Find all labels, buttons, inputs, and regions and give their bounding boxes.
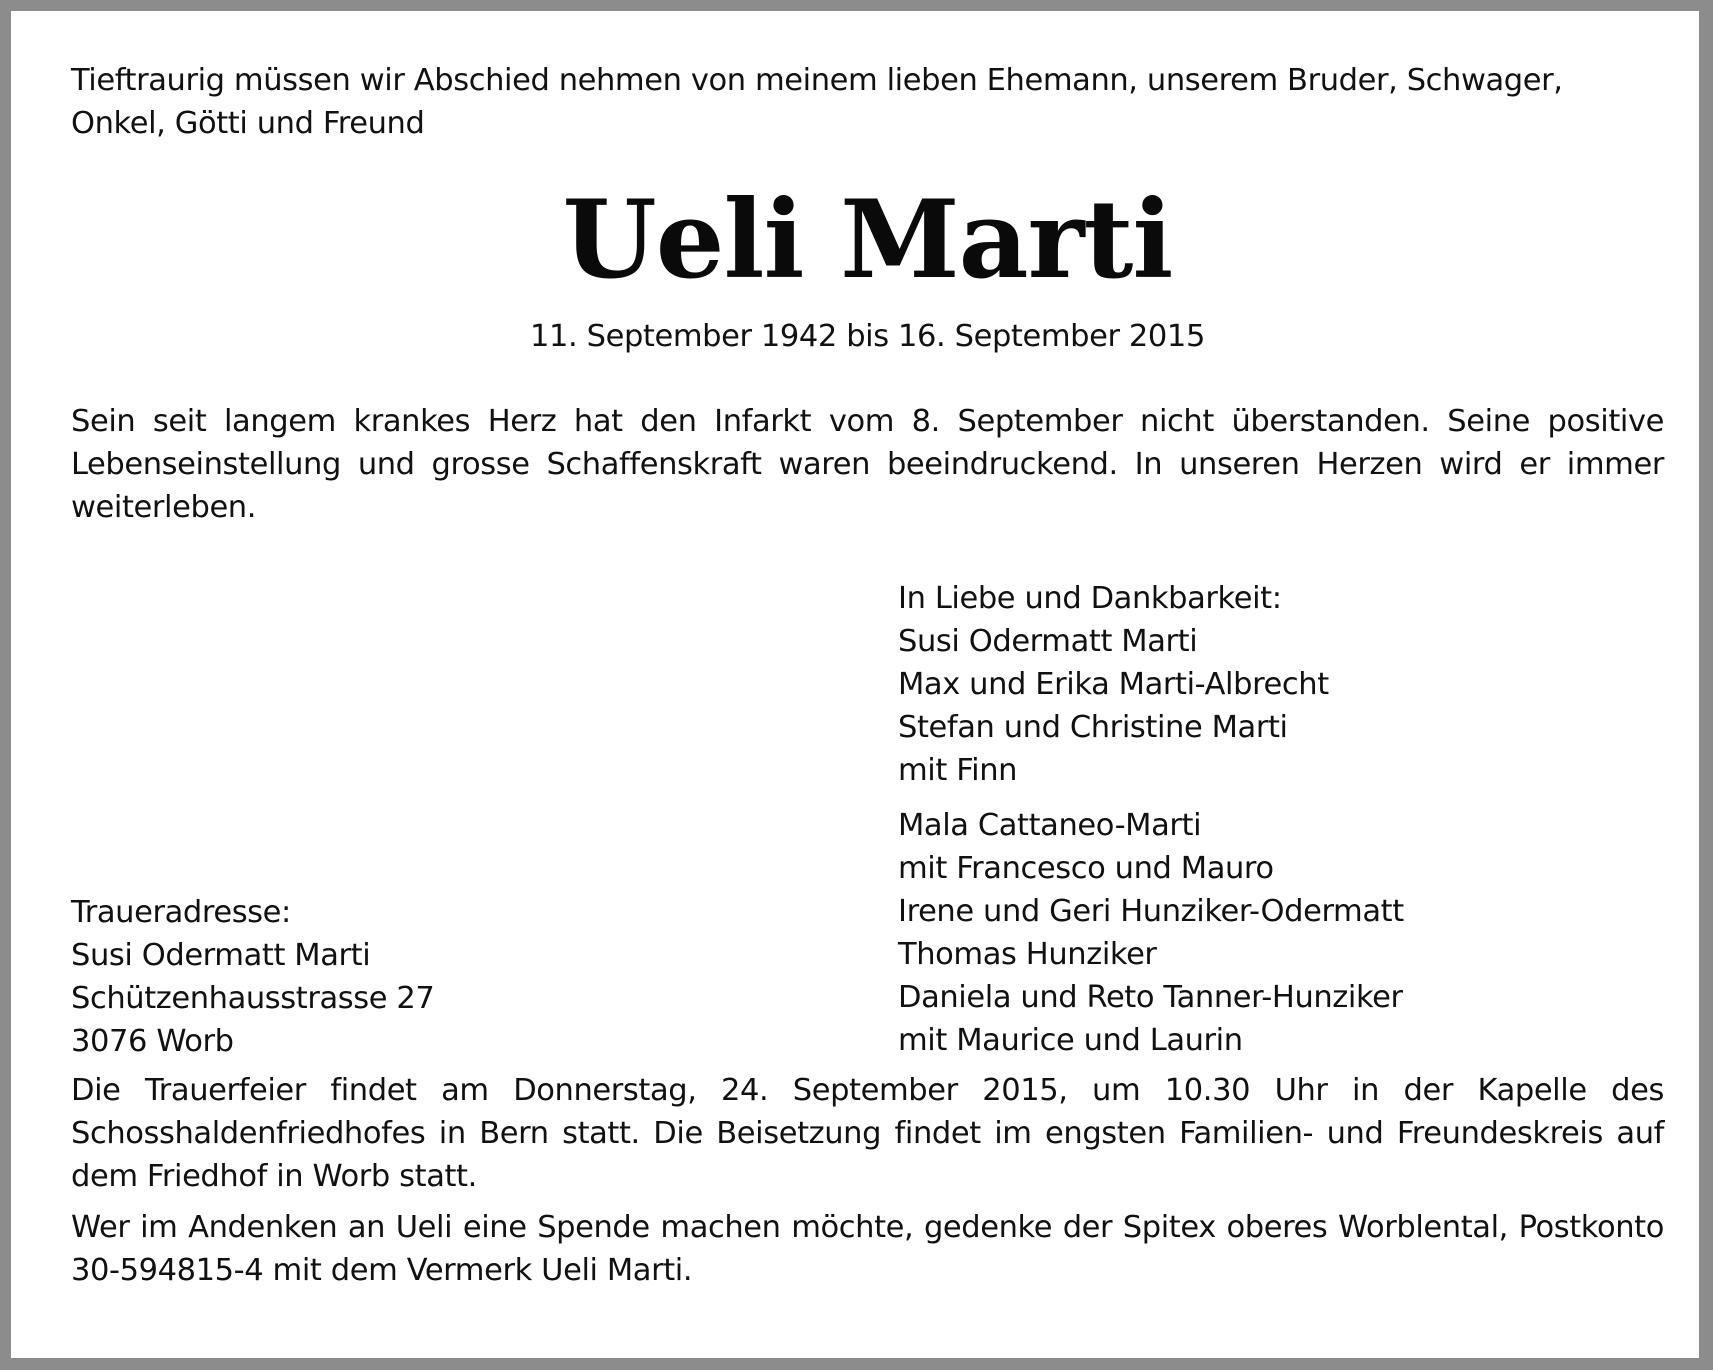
message-text: Sein seit langem krankes Herz hat den Infarkt vom 8. September nicht überstanden. Seine positive Lebenseinstellung und grosse Schaffenskraft waren beeindruckend. In unseren Herzen wird er immer weiterleben. — [71, 404, 1664, 525]
family-member: mit Francesco und Mauro — [898, 851, 1274, 886]
family-member: Susi Odermatt Marti — [898, 624, 1198, 659]
mourning-address — [71, 891, 434, 1063]
family-member: mit Maurice und Laurin — [898, 1023, 1243, 1058]
family-member: Stefan und Christine Marti — [898, 710, 1288, 745]
family-member: Daniela und Reto Tanner-Hunziker — [898, 980, 1403, 1015]
family-member: Irene und Geri Hunziker-Odermatt — [898, 894, 1404, 929]
family-member: Mala Cattaneo-Marti — [898, 808, 1202, 843]
family-member: mit Finn — [898, 753, 1018, 788]
address-name: Susi Odermatt Marti — [71, 938, 371, 973]
family-heading: In Liebe und Dankbarkeit: — [898, 581, 1282, 616]
signature-columns — [71, 577, 1664, 1069]
address-label: Traueradresse: — [71, 895, 291, 930]
life-dates: 11. September 1942 bis 16. September 2015 — [530, 319, 1205, 354]
address-street: Schützenhausstrasse 27 — [71, 981, 435, 1016]
family-member: Max und Erika Marti-Albrecht — [898, 667, 1329, 702]
family-member: Thomas Hunziker — [898, 937, 1157, 972]
address-city: 3076 Worb — [71, 1024, 234, 1059]
family-signatures — [898, 577, 1404, 1062]
donation-text: Wer im Andenken an Ueli eine Spende machen möchte, gedenke der Spitex oberes Worblental, Postkonto 30-594815-4 mit dem Vermerk Ueli Marti. — [71, 1210, 1664, 1288]
obituary-content — [71, 59, 1664, 1292]
ceremony-text: Die Trauerfeier findet am Donnerstag, 24. September 2015, um 10.30 Uhr in der Kapelle des Schosshaldenfriedhofes in Bern statt. Die Beisetzung findet im engsten Familien- und Freundeskreis auf dem Friedhof in Worb statt. — [71, 1073, 1664, 1194]
intro-text: Tieftraurig müssen wir Abschied nehmen von meinem lieben Ehemann, unserem Bruder, Schwager, Onkel, Götti und Freund — [71, 63, 1563, 141]
deceased-name: Ueli Marti — [562, 177, 1173, 303]
family-group-gap — [898, 792, 1404, 804]
